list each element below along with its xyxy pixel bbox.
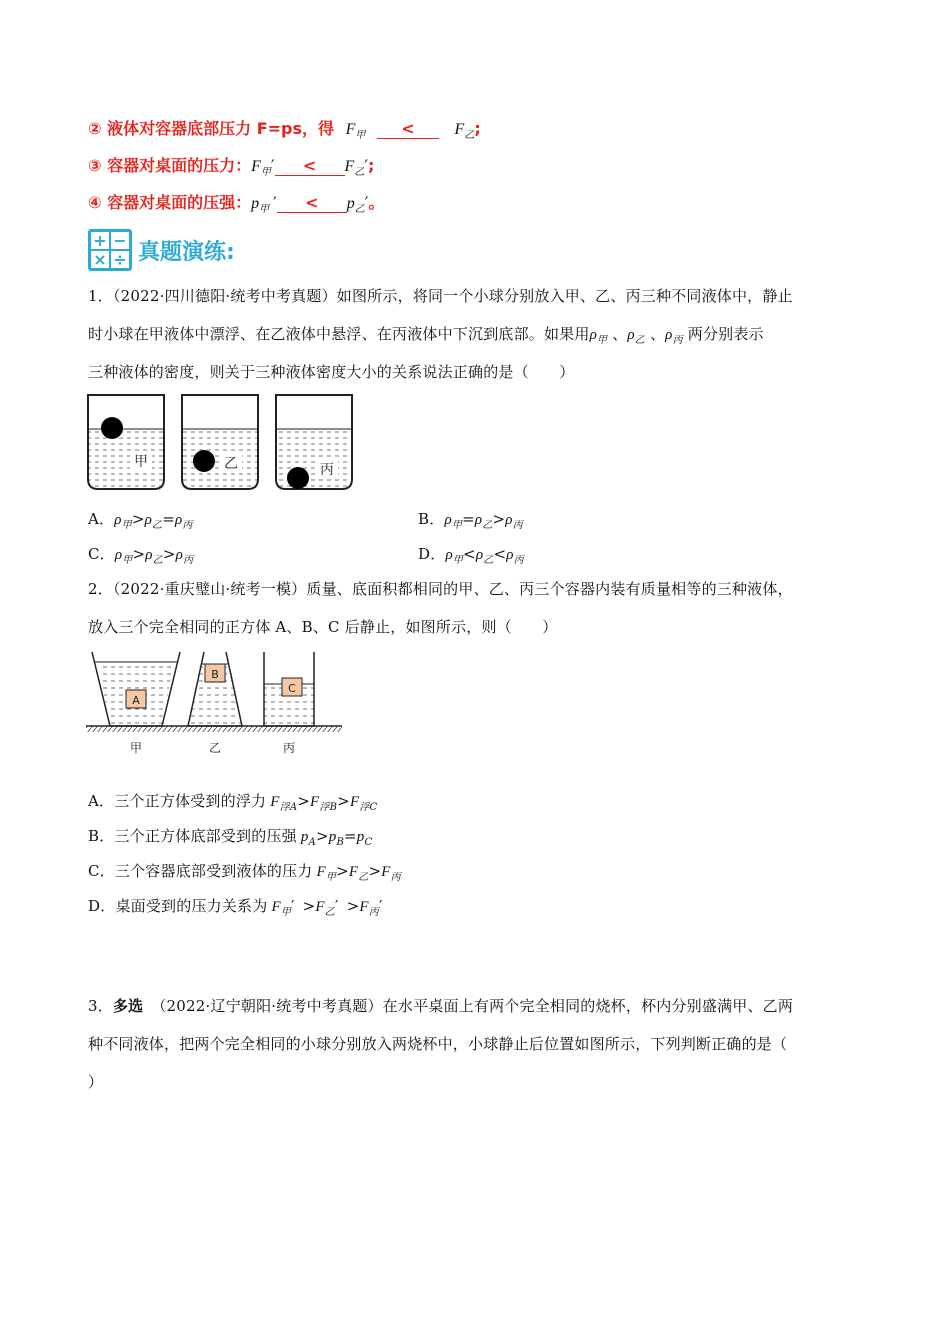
q2-line-1 — [88, 580, 793, 599]
text-fragment: A． — [88, 510, 115, 528]
text-fragment: 乙 — [483, 555, 494, 566]
text-fragment: ρ — [175, 512, 183, 528]
text-fragment: 浮C — [359, 802, 378, 813]
subscript: 乙 — [464, 130, 475, 141]
q3-line-3: ） — [88, 1073, 104, 1091]
q1-stem: 时小球在甲液体中漂浮、在乙液体中悬浮、在丙液体中下沉到底部。如果用 — [88, 325, 590, 343]
punct: 。 — [368, 193, 385, 212]
answer-blank: < — [277, 193, 347, 213]
punct: 、 — [612, 325, 628, 343]
text-fragment: B． — [418, 510, 445, 528]
subscript: 乙 — [634, 335, 645, 346]
answer-blank: < — [275, 156, 345, 176]
q2-option-d[interactable] — [88, 897, 383, 922]
text-fragment: > — [368, 862, 382, 880]
container-yi — [188, 652, 242, 726]
text-fragment: > — [302, 897, 316, 915]
force-symbol: F — [454, 121, 465, 138]
ball — [101, 417, 123, 439]
text-fragment: D． — [88, 897, 116, 915]
text-fragment: 甲 — [122, 555, 133, 566]
prime: ′ — [364, 193, 369, 212]
text-fragment: ρ — [475, 547, 484, 563]
subscript: 甲 — [597, 335, 608, 346]
text-fragment: < — [463, 545, 476, 563]
text-fragment: 三个正方体受到的浮力 — [114, 792, 267, 810]
text-fragment: 浮A — [279, 802, 298, 813]
text-fragment: ρ — [444, 512, 452, 528]
label-bing: 丙 — [282, 741, 296, 755]
subscript: 甲 — [260, 167, 271, 178]
text-fragment: p — [300, 829, 309, 845]
text-fragment: 丙 — [183, 555, 194, 566]
calculator-icon — [88, 229, 132, 271]
prime: ′ — [364, 156, 368, 175]
text-fragment: 甲 — [280, 907, 292, 918]
text-fragment: ρ — [114, 547, 123, 563]
text-fragment: > — [346, 897, 360, 915]
q1-option-b[interactable] — [418, 510, 523, 535]
prime: ′ — [273, 193, 277, 212]
q3-number: 3． — [88, 997, 113, 1015]
text-fragment: < — [493, 545, 507, 563]
prime: ′ — [270, 156, 275, 175]
text-fragment: > — [492, 510, 506, 528]
q1-number: 1． — [88, 287, 113, 305]
text-fragment: F — [271, 899, 281, 915]
text-fragment: 乙 — [152, 555, 163, 566]
q3-line-1 — [88, 997, 793, 1016]
q1-line-1 — [88, 287, 793, 306]
q3-tag: 多选 — [112, 997, 144, 1015]
block-c: C — [288, 682, 296, 695]
text-fragment: = — [162, 510, 176, 528]
beaker-bing — [276, 395, 352, 489]
text-fragment: 甲 — [451, 520, 463, 531]
text-fragment: 甲 — [325, 872, 337, 883]
q2-option-c[interactable] — [88, 862, 401, 887]
text-fragment: ρ — [474, 512, 483, 528]
text-fragment: B — [336, 837, 345, 848]
plus-symbol: + — [93, 231, 107, 250]
section-title: 真题演练: — [138, 240, 235, 265]
text-fragment: 乙 — [482, 520, 493, 531]
text-fragment: 甲 — [121, 520, 132, 531]
subscript: 乙 — [354, 167, 365, 178]
text-fragment: 乙 — [152, 520, 163, 531]
q3-line-2: 种不同液体，把两个完全相同的小球分别放入两烧杯中，小球静止后位置如图所示，下列判断正确的是（ — [88, 1035, 788, 1053]
text-fragment: C — [364, 837, 373, 848]
text-fragment: F — [316, 864, 326, 880]
container-bing — [264, 652, 314, 726]
text-fragment: ρ — [506, 547, 514, 563]
minus-symbol: − — [113, 231, 127, 250]
text-fragment: > — [315, 827, 329, 845]
q3-stem: （2022·辽宁朝阳·统考中考真题）在水平桌面上有两个完全相同的烧杯，杯内分别盛满甲、乙两 — [151, 997, 794, 1015]
pressure-symbol: p — [251, 195, 260, 212]
q1-stem: （2022·四川德阳·统考中考真题）如图所示，将同一个小球分别放入甲、乙、丙三种不同液体中，静止 — [112, 287, 793, 305]
punct: ; — [474, 119, 481, 138]
text-fragment: F — [310, 794, 320, 810]
text-fragment: 丙 — [390, 872, 401, 883]
block-b: B — [211, 668, 219, 681]
text-fragment: > — [131, 510, 145, 528]
text-fragment: 浮B — [319, 802, 338, 813]
text-fragment: = — [462, 510, 475, 528]
text-fragment: ρ — [445, 547, 453, 563]
label-yi: 乙 — [224, 456, 238, 472]
subscript: 甲 — [355, 130, 366, 141]
q2-number: 2． — [88, 580, 113, 598]
text-fragment: ρ — [175, 547, 184, 563]
text-fragment: F — [381, 864, 391, 880]
subscript: 丙 — [672, 335, 683, 346]
text-fragment: ρ — [145, 547, 153, 563]
punct: 、 — [649, 325, 666, 343]
text-fragment: ′ — [291, 897, 295, 915]
q1-option-c[interactable] — [88, 545, 193, 570]
review-line-3-text: ③ 容器对桌面的压力： — [88, 156, 252, 175]
force-symbol: F — [344, 158, 355, 175]
times-symbol: × — [93, 250, 107, 269]
text-fragment: ′ — [335, 897, 339, 915]
container-jia — [92, 652, 180, 726]
text-fragment: F — [270, 794, 280, 810]
text-fragment: > — [297, 792, 311, 810]
label-jia: 甲 — [134, 454, 148, 470]
rho-symbol: ρ — [665, 327, 673, 343]
text-fragment: 三个正方体底部受到的压强 — [114, 827, 297, 845]
review-line-4-text: ④ 容器对桌面的压强： — [88, 193, 252, 212]
review-line-2 — [88, 116, 481, 141]
text-fragment: F — [315, 899, 325, 915]
text-fragment: 乙 — [358, 872, 369, 883]
text-fragment: > — [132, 545, 146, 563]
ball — [193, 450, 215, 472]
text-fragment: 丙 — [512, 520, 523, 531]
q2-figure — [86, 650, 346, 760]
pressure-symbol: p — [346, 195, 355, 212]
text-fragment: ρ — [505, 512, 513, 528]
review-line-2-text: ② 液体对容器底部压力 F=ps，得 — [88, 119, 335, 138]
q1-line-2 — [88, 325, 764, 350]
text-fragment: 甲 — [452, 555, 464, 566]
text-fragment: F — [359, 899, 369, 915]
text-fragment: C． — [88, 545, 115, 563]
q1-figure — [86, 393, 366, 493]
text-fragment: = — [344, 827, 357, 845]
text-fragment: > — [336, 862, 349, 880]
force-symbol: F — [345, 121, 356, 138]
text-fragment: A — [308, 837, 316, 848]
text-fragment: 乙 — [324, 907, 335, 918]
text-fragment: F — [349, 794, 360, 810]
label-jia: 甲 — [129, 741, 143, 755]
block-a: A — [132, 694, 140, 707]
text-fragment: 三个容器底部受到液体的压力 — [114, 862, 313, 880]
text-fragment: A． — [88, 792, 115, 810]
q1-stem: 两分别表示 — [687, 325, 764, 343]
q1-option-d[interactable] — [418, 545, 524, 570]
text-fragment: p — [356, 829, 365, 845]
q2-option-b[interactable] — [88, 827, 372, 852]
text-fragment: 丙 — [513, 555, 524, 566]
ball — [287, 467, 309, 489]
text-fragment: > — [337, 792, 350, 810]
text-fragment: ′ — [378, 897, 383, 915]
text-fragment: 桌面受到的压力关系为 — [115, 897, 268, 915]
text-fragment: 丙 — [368, 907, 379, 918]
q1-line-3: 三种液体的密度，则关于三种液体密度大小的关系说法正确的是（ ） — [88, 363, 575, 381]
text-fragment: C． — [88, 862, 115, 880]
review-line-4 — [88, 190, 384, 215]
text-fragment: F — [348, 864, 359, 880]
punct: ; — [367, 156, 375, 175]
review-line-3 — [88, 153, 374, 178]
text-fragment: > — [162, 545, 176, 563]
rho-symbol: ρ — [589, 327, 598, 343]
q1-option-a[interactable] — [88, 510, 193, 535]
beaker-yi — [182, 395, 258, 489]
rho-symbol: ρ — [627, 327, 635, 343]
divide-symbol: ÷ — [113, 250, 127, 269]
text-fragment: D． — [418, 545, 446, 563]
text-fragment: 丙 — [182, 520, 193, 531]
subscript: 甲 — [259, 204, 270, 215]
text-fragment: ρ — [144, 512, 153, 528]
force-symbol: F — [251, 158, 261, 175]
beaker-jia — [88, 395, 164, 489]
q2-stem: （2022·重庆璧山·统考一模）质量、底面积都相同的甲、乙、丙三个容器内装有质量相等的三种液体， — [112, 580, 793, 598]
q2-option-a[interactable] — [88, 792, 377, 817]
subscript: 乙 — [354, 204, 365, 215]
q2-line-2: 放入三个完全相同的正方体 A、B、C 后静止，如图所示，则（ ） — [88, 618, 558, 636]
text-fragment: ρ — [114, 512, 122, 528]
answer-blank: < — [377, 119, 439, 139]
text-fragment: B． — [88, 827, 115, 845]
text-fragment: p — [328, 829, 337, 845]
label-yi: 乙 — [208, 741, 222, 755]
label-bing: 丙 — [320, 462, 334, 478]
